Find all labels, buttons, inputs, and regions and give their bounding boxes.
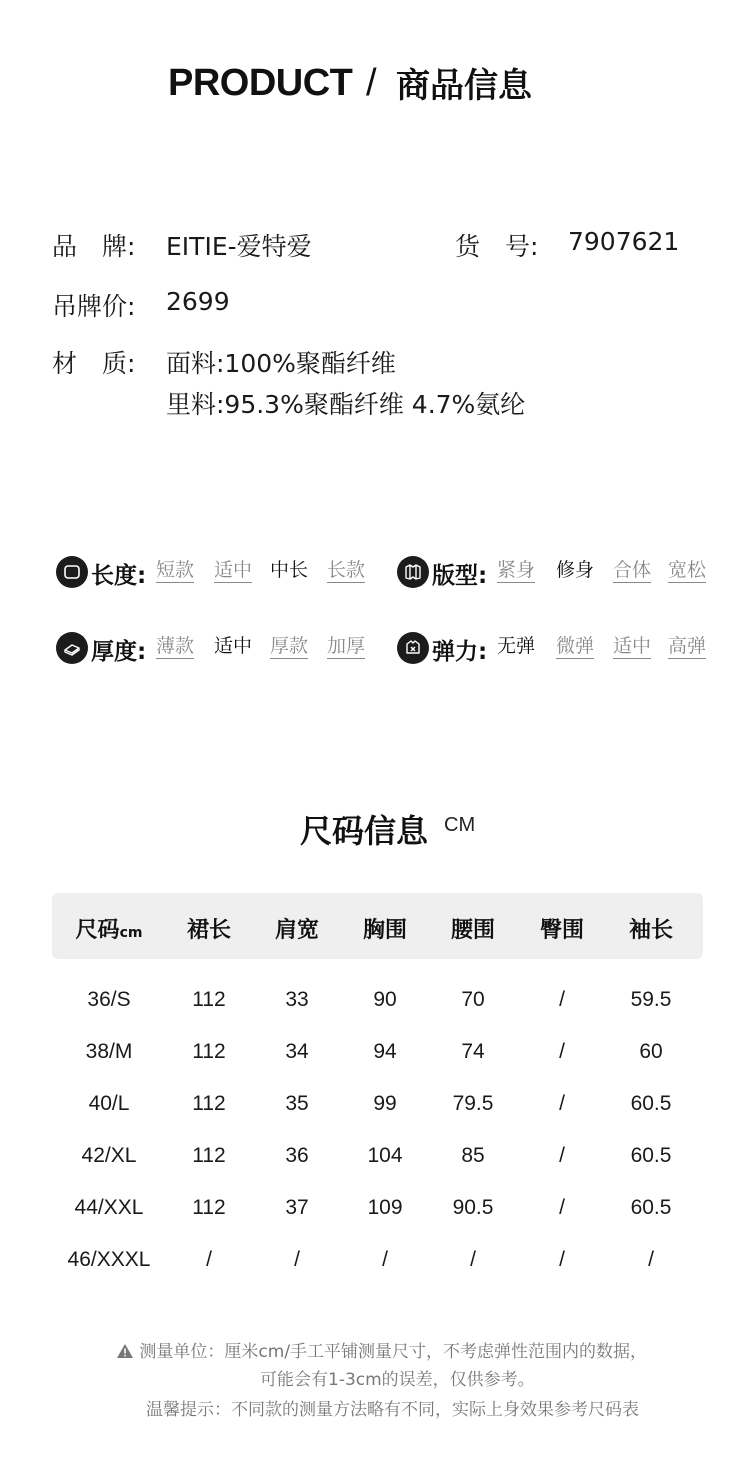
attr-name: 版型: [432, 563, 488, 589]
attr-elasticity [397, 632, 717, 666]
column-header-label: 肩宽 [274, 918, 319, 943]
size-label-cell: 40/L [88, 1092, 130, 1115]
table-cell: / [470, 1248, 476, 1271]
option-slight-stretch: 微弹 [556, 635, 595, 657]
table-cell: 37 [285, 1196, 309, 1219]
sku-row [455, 227, 695, 261]
column-header-label: 臀围 [539, 918, 584, 943]
attr-length [56, 556, 376, 590]
size-label-cell: 46/XXXL [67, 1248, 151, 1271]
table-cell: 74 [461, 1040, 485, 1063]
size-label-cell: 36/S [87, 988, 131, 1011]
table-cell: 90 [373, 988, 397, 1011]
column-header [512, 913, 612, 944]
table-cell: 60 [639, 1040, 663, 1063]
column-header [423, 913, 523, 944]
table-cell: / [559, 988, 565, 1011]
material-lining: 里料:95.3%聚酯纤维 4.7%氨纶 [166, 390, 526, 419]
price-label: 吊牌价: [52, 292, 136, 321]
option-medium-stretch: 适中 [613, 635, 652, 657]
column-header-label: 裙长 [186, 918, 231, 943]
table-cell: 90.5 [452, 1196, 494, 1219]
note-line-3 [0, 1395, 750, 1420]
warning-icon [116, 1343, 134, 1364]
column-header [335, 913, 435, 944]
table-cell: 36 [285, 1144, 309, 1167]
option-regular: 合体 [613, 559, 652, 581]
table-cell: 33 [285, 988, 309, 1011]
table-cell: 60.5 [630, 1144, 672, 1167]
material-row [52, 344, 572, 424]
title-en: PRODUCT [168, 62, 353, 104]
table-cell: 112 [192, 1144, 226, 1167]
page-header [0, 58, 750, 108]
option-short: 短款 [156, 559, 195, 581]
attr-name: 长度: [91, 563, 147, 589]
table-cell: 112 [192, 988, 226, 1011]
table-cell: / [382, 1248, 388, 1271]
column-header-label: 袖长 [628, 918, 673, 943]
table-cell: 60.5 [630, 1196, 672, 1219]
price-value: 2699 [166, 287, 230, 316]
table-cell: 112 [192, 1092, 226, 1115]
option-tight: 紧身 [497, 559, 536, 581]
column-header-unit: cm [119, 925, 143, 941]
table-cell: / [648, 1248, 654, 1271]
size-title: 尺码信息 [300, 812, 429, 850]
note-text-1: 测量单位：厘米cm/手工平铺测量尺寸，不考虑弹性范围内的数据， [139, 1342, 648, 1362]
column-header [601, 913, 701, 944]
table-cell: 99 [373, 1092, 397, 1115]
size-section-title [0, 806, 750, 850]
thickness-icon [56, 632, 88, 664]
table-cell: 60.5 [630, 1092, 672, 1115]
attr-fit [397, 556, 717, 590]
option-thin: 薄款 [156, 635, 195, 657]
table-cell: / [559, 1196, 565, 1219]
table-cell: 112 [192, 1040, 226, 1063]
table-cell: 79.5 [452, 1092, 494, 1115]
brand-row [52, 227, 392, 261]
material-label: 材 质: [52, 349, 136, 378]
table-cell: / [294, 1248, 300, 1271]
size-unit: CM [444, 814, 476, 836]
sku-value: 7907621 [568, 227, 680, 256]
column-header [59, 913, 159, 944]
brand-value: EITIE-爱特爱 [166, 232, 312, 261]
table-cell: 34 [285, 1040, 309, 1063]
length-icon [56, 556, 88, 588]
option-extra-thick: 加厚 [327, 635, 366, 657]
option-medium: 适中 [214, 559, 253, 581]
column-header [247, 913, 347, 944]
table-cell: 85 [461, 1144, 485, 1167]
option-high-stretch: 高弹 [668, 635, 707, 657]
table-cell: 59.5 [630, 988, 672, 1011]
sku-label: 货 号: [455, 232, 539, 261]
option-long: 长款 [327, 559, 366, 581]
option-thick: 厚款 [270, 635, 309, 657]
column-header-label: 胸围 [362, 918, 407, 943]
table-cell: 112 [192, 1196, 226, 1219]
table-cell: 109 [367, 1196, 403, 1219]
table-cell: 70 [461, 988, 485, 1011]
table-cell: / [206, 1248, 212, 1271]
column-header-label: 腰围 [450, 918, 495, 943]
table-cell: / [559, 1144, 565, 1167]
option-slim: 修身 [556, 559, 595, 581]
note-line-2 [0, 1365, 750, 1390]
elasticity-icon [397, 632, 429, 664]
material-fabric: 面料:100%聚酯纤维 [166, 349, 396, 378]
table-cell: 35 [285, 1092, 309, 1115]
brand-label: 品 牌: [52, 232, 136, 261]
size-label-cell: 38/M [85, 1040, 133, 1063]
option-midlength: 中长 [270, 559, 309, 581]
option-no-stretch: 无弹 [497, 635, 536, 657]
attr-name: 弹力: [432, 639, 488, 665]
title-slash: / [366, 62, 377, 104]
note-text-2: 可能会有1-3cm的误差，仅供参考。 [260, 1370, 535, 1390]
price-row [52, 287, 352, 321]
fit-icon [397, 556, 429, 588]
attr-thickness [56, 632, 376, 666]
table-cell: / [559, 1248, 565, 1271]
option-medium: 适中 [214, 635, 253, 657]
size-label-cell: 42/XL [81, 1144, 137, 1167]
note-text-3: 温馨提示：不同款的测量方法略有不同，实际上身效果参考尺码表 [146, 1400, 639, 1420]
column-header-label: 尺码 [75, 918, 120, 943]
attr-name: 厚度: [91, 639, 147, 665]
note-line-1 [0, 1337, 750, 1364]
option-loose: 宽松 [668, 559, 707, 581]
table-cell: / [559, 1040, 565, 1063]
size-label-cell: 44/XXL [74, 1196, 144, 1219]
title-cn: 商品信息 [396, 66, 532, 106]
column-header [159, 913, 259, 944]
table-cell: / [559, 1092, 565, 1115]
table-cell: 104 [367, 1144, 403, 1167]
table-cell: 94 [373, 1040, 397, 1063]
